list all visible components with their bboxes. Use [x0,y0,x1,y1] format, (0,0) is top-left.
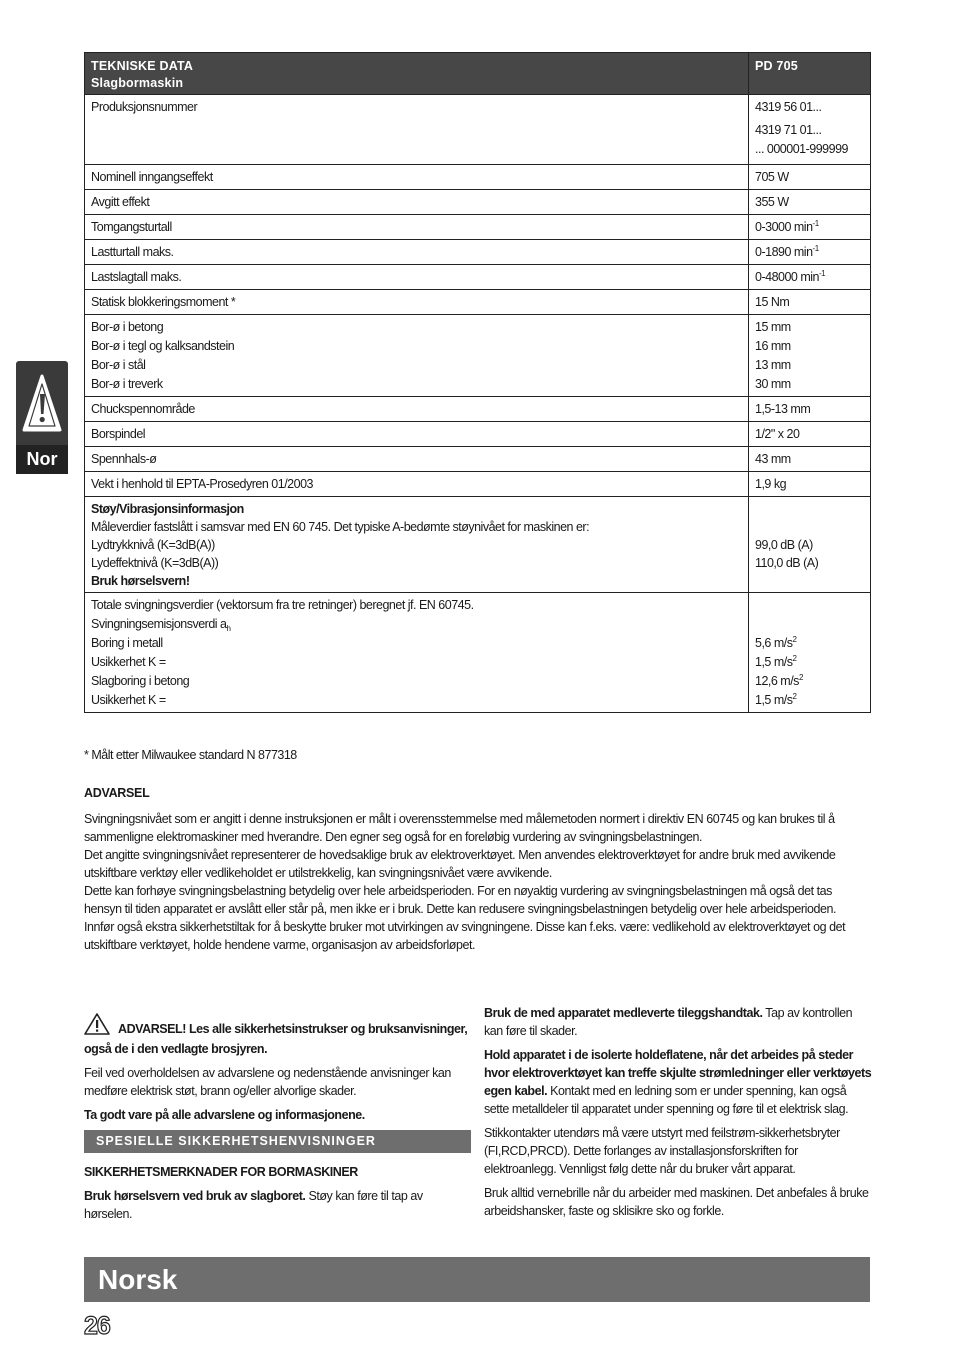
row-value: 355 W [749,190,871,215]
bold-lead: Bruk hørselsvern ved bruk av slagboret. [84,1189,306,1203]
table-row [85,165,871,190]
language-side-tab [16,361,68,474]
row-label: Avgitt effekt [85,190,749,215]
table-row [85,95,871,165]
label-line: Lydtrykknivå (K=3dB(A)) [91,538,215,552]
row-label [85,593,749,713]
subheading: SIKKERHETSMERKNADER FOR BORMASKINER [84,1165,358,1179]
unit-superscript: -1 [812,244,819,253]
table-header-title [85,53,749,95]
row-value [749,240,871,265]
table-row [85,290,871,315]
table-header-model: PD 705 [749,53,871,95]
warning-exclamation-icon [16,361,68,445]
row-label [85,497,749,593]
page-number: 26 [84,1312,110,1340]
row-value [749,215,871,240]
value-text: 0-48000 min [755,270,819,284]
table-row [85,315,871,397]
paragraph-rest: Kontakt med en ledning som er under spenning, kan også sette metalldeler til apparatet under spenning og føre til et elektrisk slag. [484,1084,849,1116]
label-line: Bor-ø i betong [91,320,164,334]
value-line: 30 mm [755,377,791,391]
row-value: 705 W [749,165,871,190]
right-paragraph: Bruk alltid vernebrille når du arbeider med maskinen. Det anbefales å bruke arbeidshansker, faste og sklisikre sko og forkle. [484,1186,869,1218]
value-line [755,691,864,710]
value-line [755,672,864,691]
row-value: 1,9 kg [749,472,871,497]
right-paragraph [484,1046,872,1118]
row-label: Nominell inngangseffekt [85,165,749,190]
row-label [85,315,749,397]
warning-body [84,810,870,954]
warning-paragraph: Dette kan forhøye svingningsbelastning betydelig over hele arbeidsperioden. For en nøyaktig vurdering av svingningsbelastningen må også det tas hensyn til tiden apparatet er avslått eller står på, men ikke er i bruk. Dette kan redusere svingningsbelastningen betydelig over hele arbeidsperioden. [84,884,836,916]
left-paragraph: Ta godt vare på alle advarslene og informasjonene. [84,1108,365,1122]
unit-superscript: -1 [812,219,819,228]
left-paragraph: Feil ved overholdelsen av advarslene og nedenstående anvisninger kan medføre elektrisk støt, brann og/eller alvorlige skader. [84,1066,451,1098]
row-value [749,315,871,397]
label-line: Bor-ø i tegl og kalksandstein [91,339,235,353]
value-text: 12,6 m/s [755,674,799,688]
unit-superscript: 2 [792,654,797,663]
value-line: 15 mm [755,320,791,334]
noise-desc: Måleverdier fastslått i samsvar med EN 60 745. Det typiske A-bedømte støynivået for maskinen er: [91,520,590,534]
row-label: Lastturtall maks. [85,240,749,265]
tech-data-table [84,52,871,713]
row-label: Statisk blokkeringsmoment * [85,290,749,315]
value-line [755,653,864,672]
section-heading: SPESIELLE SIKKERHETSHENVISNINGER [84,1130,471,1153]
table-row [85,472,871,497]
warning-paragraph: Innfør også ekstra sikkerhetstiltak for å beskytte bruker mot utvirkingen av svingningene. Disse kan f.eks. være: vedlikehold av elektroverktøyet og det utskiftbare verktøyet, holde hendene varme, organisasjon av arbeidsforløpet. [84,920,846,952]
row-label: Borspindel [85,422,749,447]
value-line [755,634,864,653]
unit-superscript: 2 [792,635,797,644]
table-row [85,265,871,290]
row-value: 43 mm [749,447,871,472]
warning-paragraph: Svingningsnivået som er angitt i denne instruksjonen er målt i overensstemmelse med målemetoden normert i direktiv EN 60745 og kan brukes til å sammenligne elektromaskiner med hverandre. Den egner seg også for en foreløbig vurdering av svingningsbelastningen. [84,812,835,844]
left-paragraph [84,1187,471,1223]
header-title: TEKNISKE DATA [91,59,194,73]
label-line: Bor-ø i stål [91,358,146,372]
row-value: 1/2" x 20 [749,422,871,447]
value-line: 99,0 dB (A) [755,538,813,552]
hearing-protection-note: Bruk hørselsvern! [91,574,190,588]
value-text: 1,5 m/s [755,693,793,707]
label-line: Usikkerhet K = [91,693,166,707]
value-line: 4319 71 01... [755,123,822,137]
bold-lead: Bruk de med apparatet medleverte tileggshandtak. [484,1006,763,1020]
language-code: Nor [16,445,68,474]
row-label: Tomgangsturtall [85,215,749,240]
label-line: Lydeffektnivå (K=3dB(A)) [91,556,219,570]
row-label: Spennhals-ø [85,447,749,472]
value-text: 0-1890 min [755,245,813,259]
table-row [85,497,871,593]
label-line: Slagboring i betong [91,674,190,688]
table-row [85,447,871,472]
value-line: 16 mm [755,339,791,353]
row-label: Lastslagtall maks. [85,265,749,290]
value-line: ... 000001-999999 [755,142,848,156]
table-header-row [85,53,871,95]
language-title-bar: Norsk [84,1257,870,1302]
table-row [85,397,871,422]
label-line [91,615,742,634]
table-row [85,190,871,215]
row-value [749,265,871,290]
safety-alert-text: ADVARSEL! Les alle sikkerhetsinstrukser og bruksanvisninger, også de i den vedlagte brosjyren. [84,1022,468,1056]
bold-lead: Hold apparatet i de isolerte holdeflatene, når det arbeides på steder hvor elektroverktøyet kan treffe skjulte strømledninger eller verktøyets egen kabel. [484,1048,872,1098]
label-line: Bor-ø i treverk [91,377,163,391]
value-line: 110,0 dB (A) [755,556,819,570]
row-label: Produksjonsnummer [85,95,749,165]
warning-triangle-icon [84,1013,110,1040]
table-row [85,593,871,713]
table-row [85,422,871,447]
warning-paragraph: Det angitte svingningsnivået representerer de hovedsaklige bruk av elektroverktøyet. Men anvendes elektroverktøyet for andre bruk med avvikende utskiftbare verktøy eller vedlikeholdet er utilstrekkelig, kan svingningsnivået være avvikende. [84,848,836,880]
subscript: h [226,624,231,633]
value-text: 1,5 m/s [755,655,793,669]
row-value [749,95,871,165]
noise-title: Støy/Vibrasjonsinformasjon [91,502,244,516]
right-column [484,1004,872,1226]
unit-superscript: -1 [819,269,826,278]
right-paragraph: Stikkontakter utendørs må være utstyrt med feilstrøm-sikkerhetsbryter (FI,RCD,PRCD). Dette forlanges av installasjonsforskriften for elektroanlegg. Vennligst følg dette når du bruker vårt apparat. [484,1126,840,1176]
row-value [749,593,871,713]
label-line: Boring i metall [91,636,163,650]
row-value: 1,5-13 mm [749,397,871,422]
value-line: 13 mm [755,358,791,372]
right-paragraph [484,1004,872,1040]
unit-superscript: 2 [798,673,803,682]
label-line: Totale svingningsverdier (vektorsum fra tre retninger) beregnet jf. EN 60745. [91,598,474,612]
left-column [84,1013,471,1229]
label-text: Svingningsemisjonsverdi a [91,617,227,631]
footnote: * Målt etter Milwaukee standard N 877318 [84,748,297,762]
paragraph-rest: Støy kan føre til tap av hørselen. [84,1189,423,1221]
warning-heading: ADVARSEL [84,786,150,800]
label-line: Usikkerhet K = [91,655,166,669]
header-subtitle: Slagbormaskin [91,76,184,90]
table-row [85,215,871,240]
paragraph-rest: Tap av kontrollen kan føre til skader. [484,1006,853,1038]
table-row [85,240,871,265]
row-label: Chuckspennområde [85,397,749,422]
unit-superscript: 2 [792,692,797,701]
value-line: 4319 56 01... [755,100,822,114]
safety-alert [84,1013,471,1058]
row-value: 15 Nm [749,290,871,315]
value-text: 5,6 m/s [755,636,793,650]
row-label: Vekt i henhold til EPTA-Prosedyren 01/2003 [85,472,749,497]
row-value [749,497,871,593]
value-text: 0-3000 min [755,220,813,234]
